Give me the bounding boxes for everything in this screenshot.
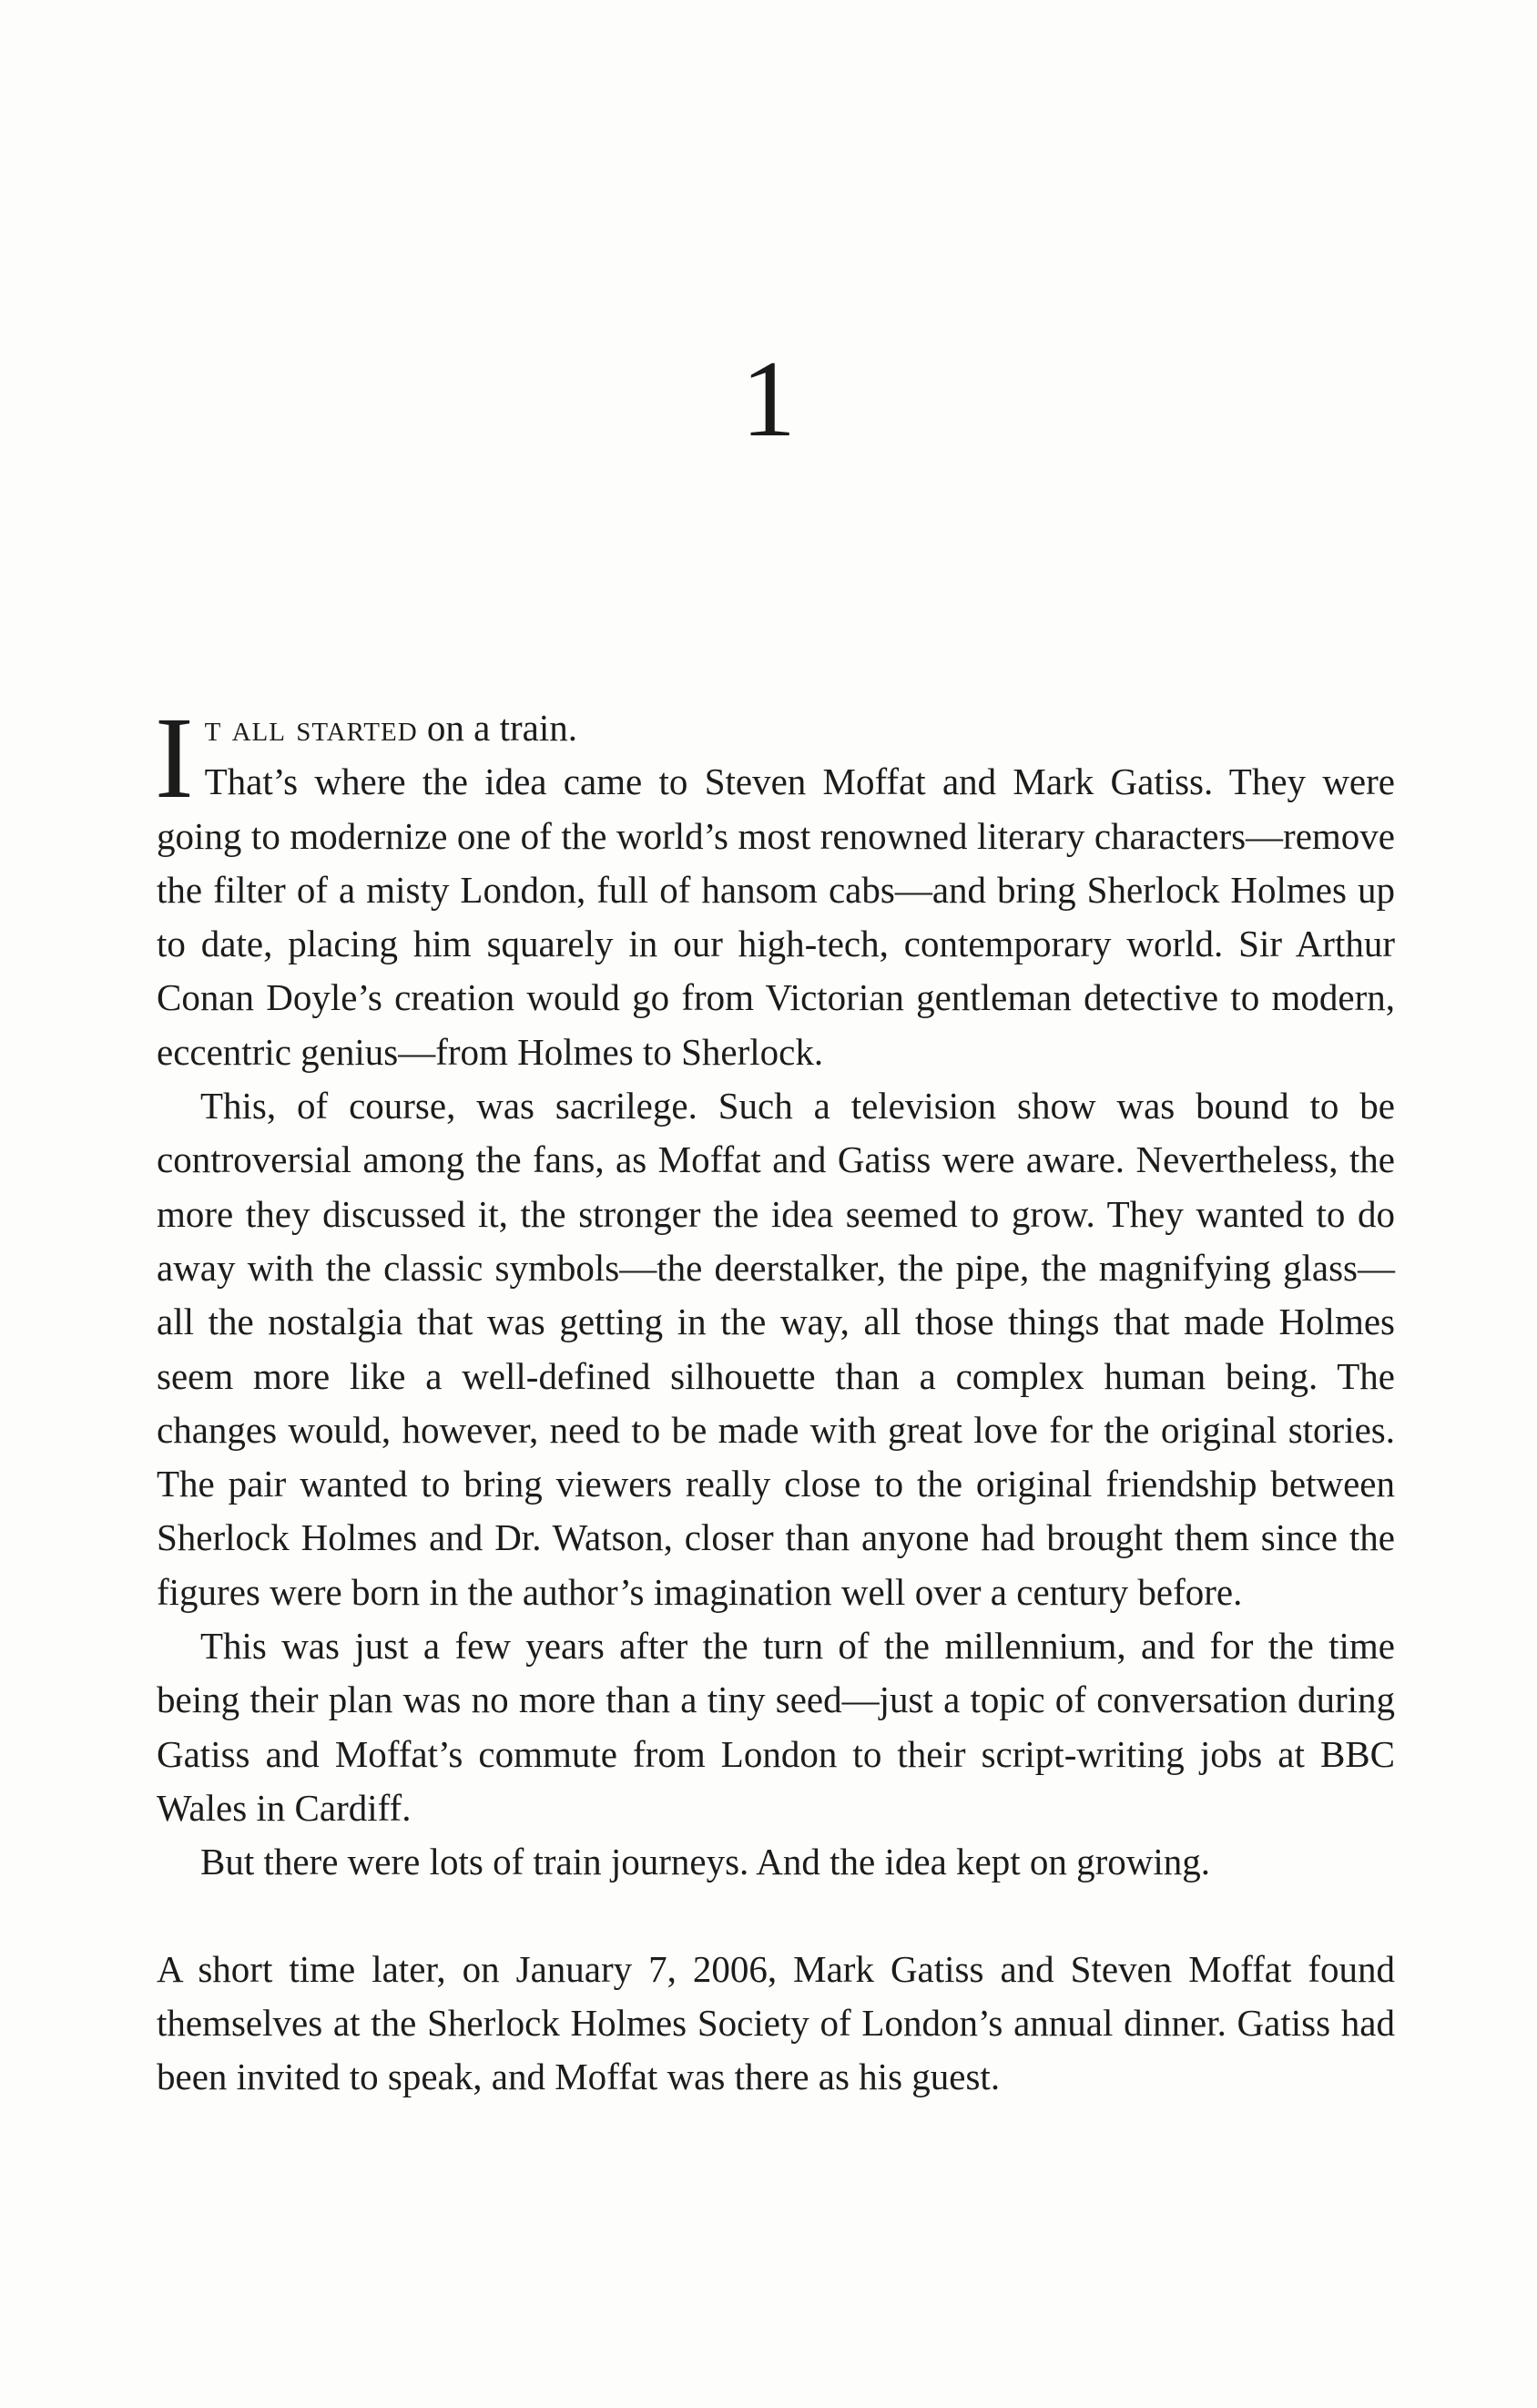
chapter-number: 1: [741, 338, 796, 459]
paragraph-3: This, of course, was sacrilege. Such a television show was bound to be controversial among the fans, as Moffat and Gatiss were aware. Nevertheless, the more they discussed it, the stronger the idea seemed to grow. They wanted to do away with the classic symbols—the deerstalker, the pipe, the magnifying glass—all the nostalgia that was getting in the way, all those things that made Holmes seem more like a well-defined silhouette than a complex human being. The changes would, however, need to be made with great love for the original stories. The pair wanted to bring viewers really close to the original friendship between Sherlock Holmes and Dr. Watson, closer than anyone had brought them since the figures were born in the author’s imagination well over a century before.: [157, 1085, 1395, 1613]
paragraph-6: A short time later, on January 7, 2006, Mark Gatiss and Steven Moffat found themselves at the Sherlock Holmes Society of London’s annual dinner. Gatiss had been invited to speak, and Moffat was there as his guest.: [157, 1947, 1395, 2098]
drop-cap: I: [155, 693, 194, 822]
opening-paragraph: [155, 693, 1395, 822]
section-break: [157, 1890, 1395, 1943]
opening-smallcaps: t all started: [204, 707, 418, 749]
body-text: [155, 693, 1395, 2104]
opening-rest: on a train.: [417, 707, 577, 749]
paragraph-2: That’s where the idea came to Steven Moffat and Mark Gatiss. They were going to modernize one of the world’s most renowned literary characters—remove the filter of a misty London, full of hansom cabs—and bring Sherlock Holmes up to date, placing him squarely in our high-tech, contemporary world. Sir Arthur Conan Doyle’s creation would go from Victorian gentleman detective to modern, eccentric genius—from Holmes to Sherlock.: [157, 760, 1395, 1073]
paragraph-5: But there were lots of train journeys. And the idea kept on growing.: [200, 1841, 1211, 1883]
paragraph-4: This was just a few years after the turn of the millennium, and for the time being their plan was no more than a tiny seed—just a topic of conversation during Gatiss and Moffat’s commute from London to their script-writing jobs at BBC Wales in Cardiff.: [157, 1625, 1395, 1829]
